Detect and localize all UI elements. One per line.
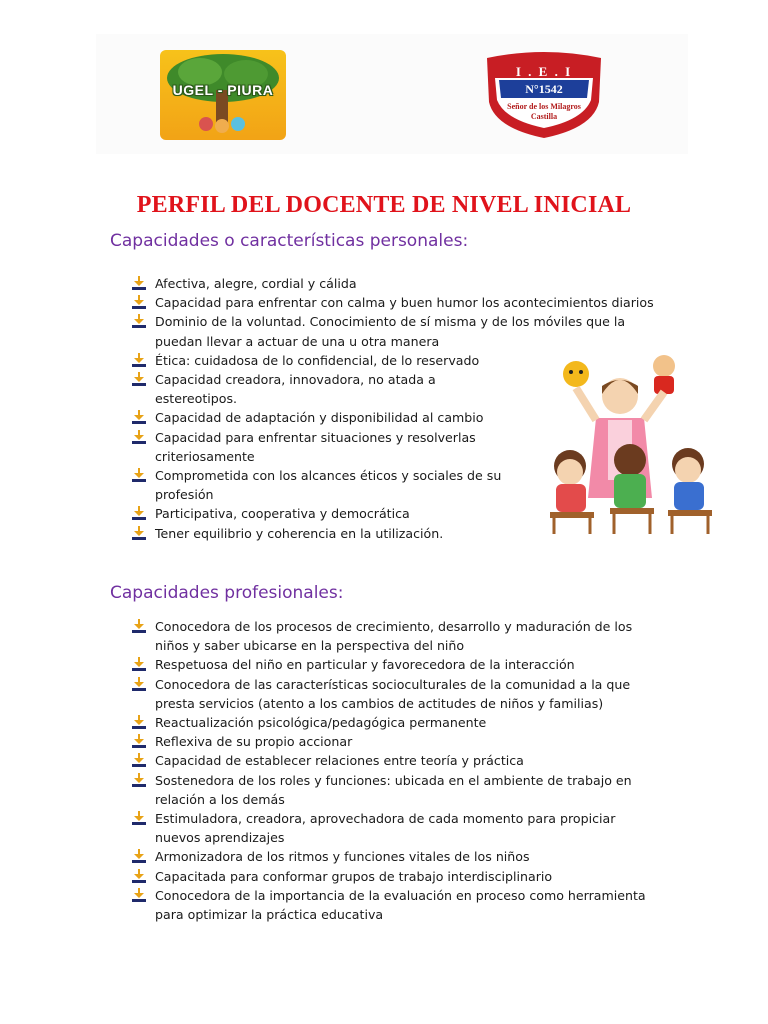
arrow-bullet-icon <box>132 619 146 633</box>
ugel-piura-logo <box>160 50 286 140</box>
teacher-with-children-icon <box>540 348 720 538</box>
iei-1542-logo <box>483 50 605 140</box>
list-item-text: Capacidad de adaptación y disponibilidad al cambio <box>155 410 484 426</box>
personal-capacities-list <box>132 274 654 543</box>
logo-iei-number: N°1542 <box>525 82 563 96</box>
list-item <box>132 351 512 370</box>
logo-ugel-text: UGEL - PIURA <box>172 82 274 98</box>
list-item-text: Participativa, cooperativa y democrática <box>155 506 410 522</box>
logo-iei-name: Señor de los Milagros <box>507 102 581 111</box>
arrow-bullet-icon <box>132 753 146 767</box>
arrow-bullet-icon <box>132 715 146 729</box>
arrow-bullet-icon <box>132 506 146 520</box>
list-item-text: Comprometida con los alcances éticos y sociales de su profesión <box>155 468 502 503</box>
list-item <box>132 504 512 523</box>
list-item-text: Tener equilibrio y coherencia en la utilización. <box>155 525 444 541</box>
teacher-children-illustration <box>540 348 720 538</box>
arrow-bullet-icon <box>132 372 146 386</box>
arrow-bullet-icon <box>132 276 146 290</box>
list-item-text: Capacidad para enfrentar con calma y buen humor los acontecimientos diarios <box>155 295 654 311</box>
arrow-bullet-icon <box>132 888 146 902</box>
list-item <box>132 274 675 293</box>
list-item-text: Dominio de la voluntad. Conocimiento de sí misma y de los móviles que la puedan llevar a actuar de una u otra manera <box>155 314 626 349</box>
list-item-text: Armonizadora de los ritmos y funciones vitales de los niños <box>155 849 530 865</box>
list-item <box>132 312 675 350</box>
list-item <box>132 370 512 408</box>
list-item <box>132 655 652 674</box>
list-item <box>132 428 512 466</box>
list-item-text: Ética: cuidadosa de lo confidencial, de lo reservado <box>155 352 480 368</box>
arrow-bullet-icon <box>132 526 146 540</box>
arrow-bullet-icon <box>132 410 146 424</box>
list-item-text: Sostenedora de los roles y funciones: ubicada en el ambiente de trabajo en relación a los demás <box>155 772 632 807</box>
list-item-text: Reflexiva de su propio accionar <box>155 734 353 750</box>
logo-iei-title: I . E . I <box>515 64 573 79</box>
arrow-bullet-icon <box>132 811 146 825</box>
list-item-text: Capacidad de establecer relaciones entre teoría y práctica <box>155 753 524 769</box>
arrow-bullet-icon <box>132 314 146 328</box>
list-item-text: Capacidad creadora, innovadora, no atada a estereotipos. <box>155 372 436 407</box>
list-item <box>132 524 512 543</box>
logo-iei-district: Castilla <box>530 112 558 121</box>
page-title: PERFIL DEL DOCENTE DE NIVEL INICIAL <box>136 192 632 218</box>
list-item-text: Capacitada para conformar grupos de trabajo interdisciplinario <box>155 868 553 884</box>
list-item-text: Respetuosa del niño en particular y favorecedora de la interacción <box>155 657 575 673</box>
list-item-text: Capacidad para enfrentar situaciones y resolverlas criteriosamente <box>155 429 476 464</box>
arrow-bullet-icon <box>132 869 146 883</box>
list-item <box>132 466 512 504</box>
section-heading-professional: Capacidades profesionales: <box>110 583 344 603</box>
list-item <box>132 771 652 809</box>
arrow-bullet-icon <box>132 773 146 787</box>
list-item-text: Conocedora de los procesos de crecimiento, desarrollo y maduración de los niños y saber ubicarse en la perspectiva del niño <box>155 619 633 654</box>
arrow-bullet-icon <box>132 734 146 748</box>
list-item-text: Afectiva, alegre, cordial y cálida <box>155 276 357 291</box>
arrow-bullet-icon <box>132 849 146 863</box>
list-item <box>132 886 652 924</box>
list-item-text: Reactualización psicológica/pedagógica permanente <box>155 715 487 731</box>
list-item <box>132 713 652 732</box>
list-item <box>132 675 652 713</box>
arrow-bullet-icon <box>132 295 146 309</box>
arrow-bullet-icon <box>132 430 146 444</box>
arrow-bullet-icon <box>132 468 146 482</box>
list-item <box>132 408 512 427</box>
list-item-text: Conocedora de la importancia de la evaluación en proceso como herramienta para optimizar la práctica educativa <box>155 887 646 923</box>
section-heading-personal: Capacidades o características personales: <box>110 231 469 251</box>
list-item <box>132 847 652 866</box>
list-item <box>132 751 652 770</box>
list-item <box>132 617 652 655</box>
list-item <box>132 809 652 847</box>
list-item <box>132 293 675 312</box>
arrow-bullet-icon <box>132 677 146 691</box>
list-item-text: Estimuladora, creadora, aprovechadora de cada momento para propiciar nuevos aprendizajes <box>155 811 616 846</box>
professional-capacities-list <box>132 617 652 924</box>
arrow-bullet-icon <box>132 657 146 671</box>
arrow-bullet-icon <box>132 353 146 367</box>
list-item-text: Conocedora de las características socioculturales de la comunidad a la que presta servicios (atento a los cambios de actitudes de niños y familias) <box>155 676 631 711</box>
list-item <box>132 732 652 751</box>
list-item <box>132 867 652 886</box>
